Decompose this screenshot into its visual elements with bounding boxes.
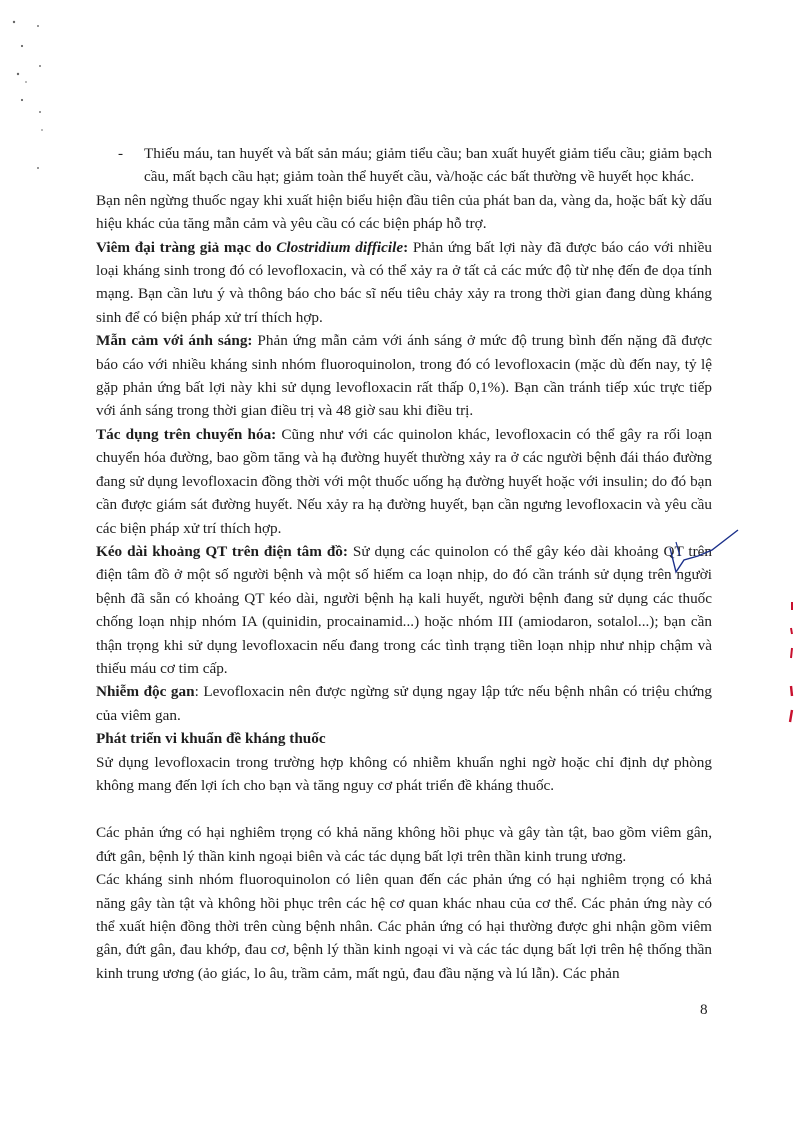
paragraph-fluoroquinolone-reactions: Các kháng sinh nhóm fluoroquinolon có liên quan đến các phản ứng có hại nghiêm trọng có khả năng gây tàn tật và không hồi phục trên các hệ cơ quan khác nhau của cơ thể. Các phản ứng này có thể xuất hiện đồng thời trên cùng bệnh nhân. Các phản ứng có hại thường được ghi nhận gồm viêm gân, đứt gân, đau khớp, đau cơ, bệnh lý thần kinh ngoại vi và các tác dụng bất lợi trên hệ thống thần kinh trung ương (ảo giác, lo âu, trầm cảm, mất ngủ, đau đầu nặng và lú lẫn). Các phản xyxy=(96,871,712,982)
colitis-text: Phản ứng bất lợi này đã được báo cáo với nhiều loại kháng sinh trong đó có levofloxacin, và có thể xảy ra ở tất cả các mức độ từ nhẹ đến đe dọa tính mạng. Bạn cần lưu ý và thông báo cho bác sĩ nếu tiêu chảy xảy ra trong thời gian đang dùng kháng sinh để có biện pháp xử trí thích hợp. xyxy=(96,238,712,326)
edge-stamp-mark xyxy=(786,600,794,660)
section-hepatotoxicity xyxy=(96,680,712,727)
resistance-text: Sử dụng levofloxacin trong trường hợp không có nhiễm khuẩn nghi ngờ hoặc chỉ định dự phòng không mang đến lợi ích cho bạn và tăng nguy cơ phát triển đề kháng thuốc. xyxy=(96,753,712,794)
edge-stamp-mark xyxy=(786,680,794,740)
hepatotoxicity-text: : Levofloxacin nên được ngừng sử dụng ngay lập tức nếu bệnh nhân có triệu chứng của viêm gan. xyxy=(96,683,712,724)
paragraph-gap xyxy=(96,797,712,821)
heading-qt-prolongation: Kéo dài khoảng QT trên điện tâm đồ: xyxy=(96,542,348,560)
bullet-text: Thiếu máu, tan huyết và bất sản máu; giảm tiểu cầu; ban xuất huyết giảm tiểu cầu; giảm bạch cầu, mất bạch cầu hạt; giảm toàn thể huyết cầu, và/hoặc các bất thường về huyết học khác. xyxy=(144,145,712,186)
heading-resistance: Phát triển vi khuẩn đề kháng thuốc xyxy=(96,730,326,748)
metabolism-text: Cũng như với các quinolon khác, levofloxacin có thể gây ra rối loạn chuyển hóa đường, bao gồm tăng và hạ đường huyết thường xảy ra ở các người bệnh đái tháo đường đang sử dụng levofloxacin đồng thời với một thuốc uống hạ đường huyết hoặc với insulin; do đó bạn cần được giám sát đường huyết. Nếu xảy ra hạ đường huyết, bạn cần ngưng levofloxacin và yêu cầu các biện pháp xử trí thích hợp. xyxy=(96,425,712,537)
heading-colitis: Viêm đại tràng giả mạc do Clostridium difficile: xyxy=(96,238,409,256)
section-qt-prolongation xyxy=(96,540,712,680)
heading-metabolism: Tác dụng trên chuyển hóa: xyxy=(96,425,277,443)
paragraph-serious-reactions: Các phản ứng có hại nghiêm trọng có khả năng không hồi phục và gây tàn tật, bao gồm viêm gân, đứt gân, bệnh lý thần kinh ngoại biên và các tác dụng bất lợi trên thần kinh trung ương. xyxy=(96,824,712,865)
heading-hepatotoxicity: Nhiễm độc gan xyxy=(96,683,195,701)
bullet-dash: - xyxy=(118,145,124,162)
handwritten-check-mark xyxy=(640,520,760,600)
photosensitivity-text: Phản ứng mẫn cảm với ánh sáng ở mức độ trung bình đến nặng đã được báo cáo với nhiều kháng sinh nhóm fluoroquinolon, trong đó có levofloxacin (mặc dù đến nay, tỷ lệ gặp phản ứng bất lợi này khi sử dụng levofloxacin rất thấp 0,1%). Bạn cần tránh tiếp xúc trực tiếp với ánh sáng trong thời gian điều trị và 48 giờ sau khi điều trị. xyxy=(96,332,712,420)
heading-photosensitivity: Mẫn cảm với ánh sáng: xyxy=(96,332,253,350)
qt-text: Sử dụng các quinolon có thể gây kéo dài khoảng QT trên điện tâm đồ ở một số người bệnh và một số hiếm ca loạn nhịp, do đó cần tránh sử dụng trên người bệnh đã sẵn có khoảng QT kéo dài, người bệnh hạ kali huyết, người bệnh đang sử dụng các thuốc chống loạn nhịp nhóm IA (quinidin, procainamid...) hoặc nhóm III (amiodaron, sotalol...); bạn cần thận trọng khi sử dụng levofloxacin nếu đang trong các tình trạng tiền loạn nhịp như nhịp chậm và thiếu máu cơ tim cấp. xyxy=(96,542,712,677)
body-text xyxy=(96,142,712,985)
section-metabolism xyxy=(96,423,712,540)
bullet-item-blood-disorders xyxy=(96,142,712,189)
organism-name: Clostridium difficile xyxy=(276,238,404,256)
paragraph-stop-medication: Bạn nên ngừng thuốc ngay khi xuất hiện biểu hiện đầu tiên của phát ban da, vàng da, hoặc bất kỳ dấu hiệu khác của tăng mẫn cảm và yêu cầu có các biện pháp hỗ trợ. xyxy=(96,191,712,233)
section-colitis xyxy=(96,236,712,330)
section-photosensitivity xyxy=(96,329,712,423)
page-number: 8 xyxy=(700,1001,708,1018)
scan-specks xyxy=(0,0,60,200)
